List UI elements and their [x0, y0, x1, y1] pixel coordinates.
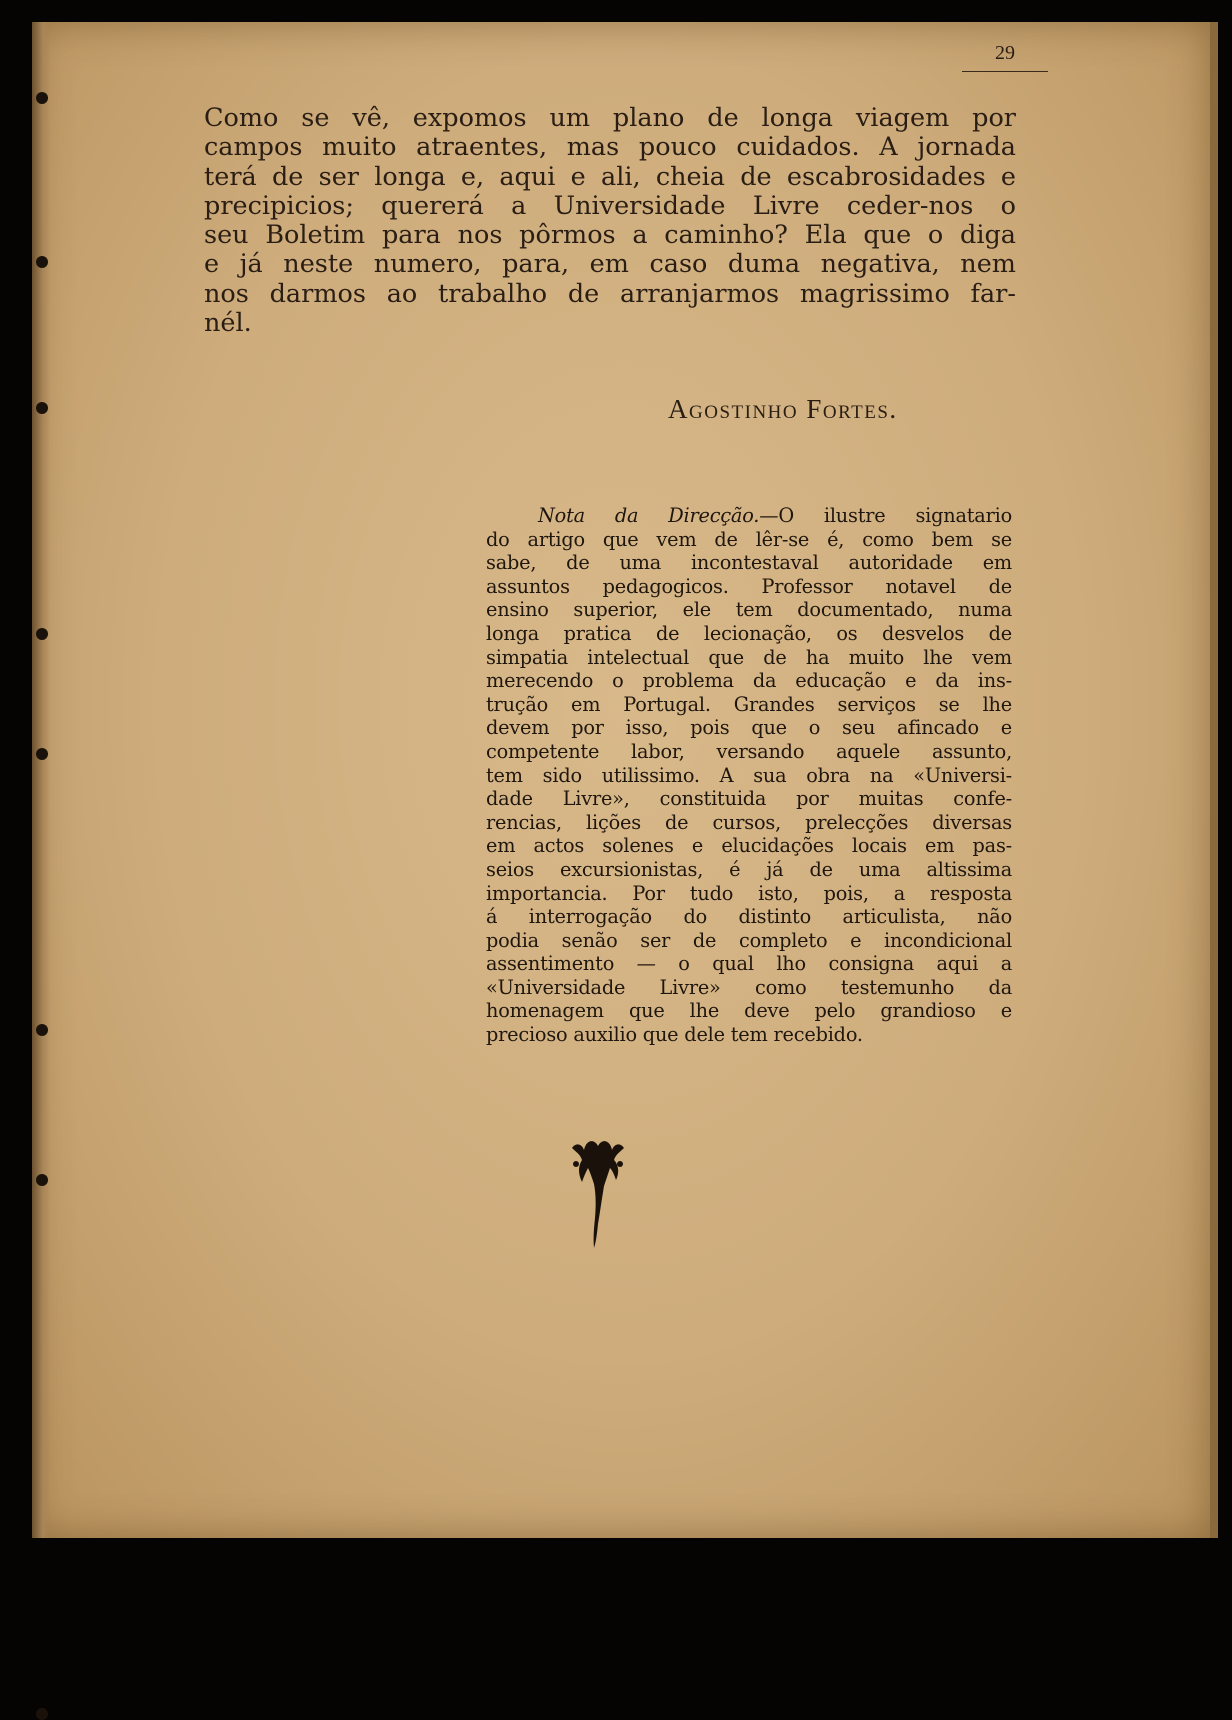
note-line: longa pratica de lecionação, os desvelos de [486, 621, 1012, 645]
note-line: podia senão ser de completo e incondicional [486, 928, 1012, 952]
note-line: sabe, de uma incontestaval autoridade em [486, 551, 1012, 575]
editorial-note [486, 504, 1012, 1047]
note-line: devem por isso, pois que o seu afincado e [486, 716, 1012, 740]
main-paragraph [204, 104, 1016, 338]
fleuron-icon [566, 1134, 630, 1250]
note-line: dade Livre», constituida por muitas confe- [486, 787, 1012, 811]
note-line: ensino superior, ele tem documentado, numa [486, 598, 1012, 622]
note-line: assuntos pedagogicos. Professor notavel de [486, 574, 1012, 598]
binding-hole [36, 1024, 48, 1036]
note-line: importancia. Por tudo isto, pois, a resposta [486, 881, 1012, 905]
note-line: precioso auxilio que dele tem recebido. [486, 1023, 863, 1047]
text-line: nos darmos ao trabalho de arranjarmos magrissimo far- [204, 278, 1016, 309]
note-line: do artigo que vem de lêr-se é, como bem se [486, 527, 1012, 551]
text-line: terá de ser longa e, aqui e ali, cheia de escabrosidades e [204, 161, 1016, 192]
note-line: merecendo o problema da educação e da ins- [486, 669, 1012, 693]
binding-hole [36, 1174, 48, 1186]
binding-hole [36, 402, 48, 414]
page-number: 29 [962, 42, 1048, 72]
page-binding [32, 22, 50, 1538]
note-line: simpatia intelectual que de ha muito lhe vem [486, 645, 1012, 669]
note-line: competente labor, versando aquele assunto, [486, 739, 1012, 763]
text-line: e já neste numero, para, em caso duma negativa, nem [204, 249, 1016, 280]
note-line: tem sido utilissimo. A sua obra na «Universi- [486, 763, 1012, 787]
binding-hole [36, 628, 48, 640]
binding-hole [36, 1708, 48, 1720]
note-line: homenagem que lhe deve pelo grandioso e [486, 999, 1012, 1023]
note-dash: — [759, 504, 779, 527]
binding-hole [36, 92, 48, 104]
author-signature: Agostinho Fortes. [668, 394, 898, 424]
note-line: em actos solenes e elucidações locais em pas- [486, 834, 1012, 858]
note-line: seios excursionistas, é já de uma altissima [486, 857, 1012, 881]
note-first-line-text: O ilustre signatario [778, 504, 1012, 527]
page-sheet [32, 22, 1218, 1538]
text-line: Como se vê, expomos um plano de longa viagem por [204, 103, 1016, 133]
text-line: nél. [204, 308, 252, 339]
text-line: campos muito atraentes, mas pouco cuidados. A jornada [204, 132, 1016, 163]
note-line: rencias, lições de cursos, prelecções diversas [486, 810, 1012, 834]
text-line: precipicios; quererá a Universidade Livre ceder-nos o [204, 190, 1016, 221]
note-line: assentimento — o qual lho consigna aqui a [486, 952, 1012, 976]
note-line: «Universidade Livre» como testemunho da [486, 975, 1012, 999]
note-line: á interrogação do distinto articulista, não [486, 905, 1012, 929]
note-heading: Nota da Direcção. [538, 504, 760, 527]
note-line: trução em Portugal. Grandes serviços se lhe [486, 692, 1012, 716]
text-line: seu Boletim para nos pôrmos a caminho? Ela que o diga [204, 220, 1016, 251]
binding-hole [36, 748, 48, 760]
note-first-line [486, 504, 1012, 528]
binding-hole [36, 256, 48, 268]
